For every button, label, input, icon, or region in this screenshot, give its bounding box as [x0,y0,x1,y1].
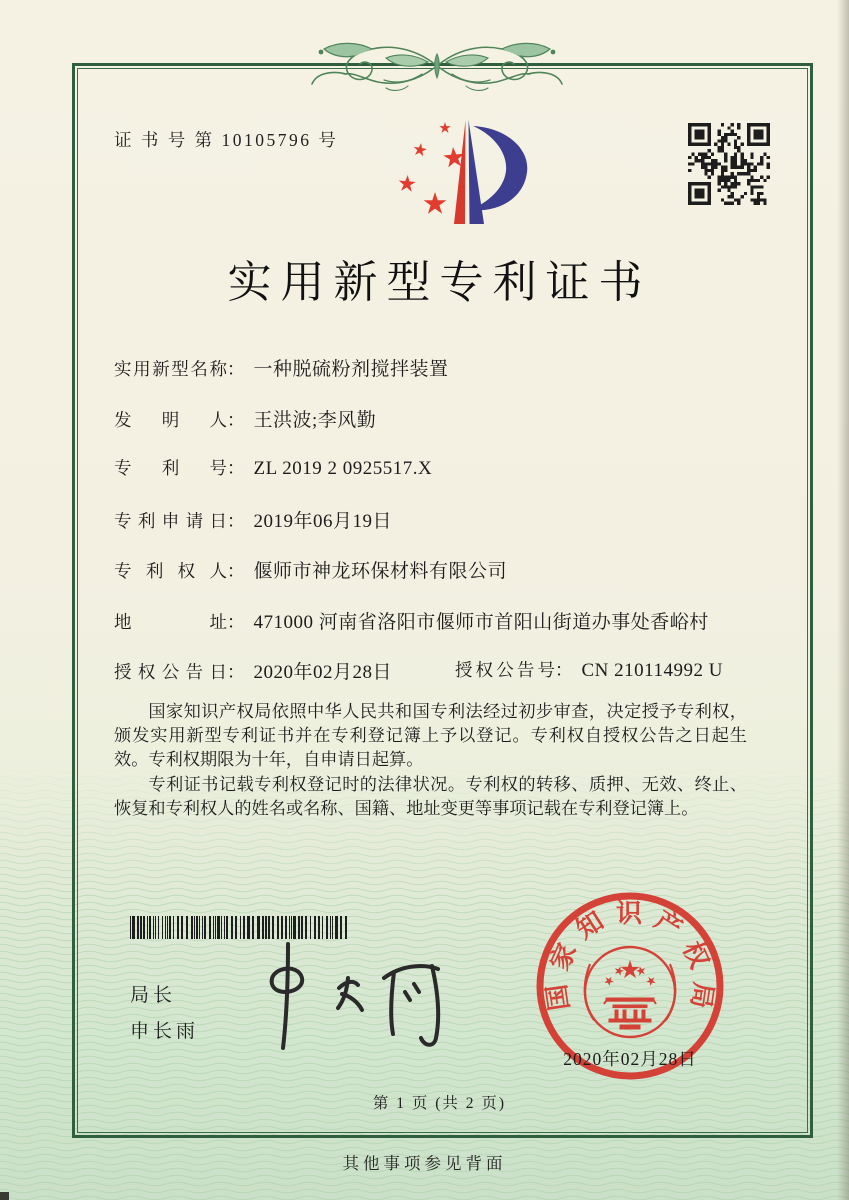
cnipa-logo-icon [372,114,547,232]
field-label: 专利号 [114,458,227,478]
scan-edge-shadow [837,0,849,1200]
field-value: 471000 河南省洛阳市偃师市首阳山街道办事处香峪村 [253,611,709,633]
field-value: 偃师市神龙环保材料有限公司 [253,561,508,582]
legal-paragraph-1: 国家知识产权局依照中华人民共和国专利法经过初步审查，决定授予专利权，颁发实用新型专利证书并在专利登记簿上予以登记。专利权自授权公告之日起生效。专利权期限为十年，自申请日起算。 [114,702,747,770]
field-filing-date: 专利申请日： 2019年06月19日 [114,506,762,557]
field-patentee: 专利权人： 偃师市神龙环保材料有限公司 [114,556,762,607]
field-address: 地址： 471000 河南省洛阳市偃师市首阳山街道办事处香峪村 [114,607,762,658]
field-value: 2020年02月28日 [253,662,393,683]
signer-name: 申长雨 [130,1021,200,1042]
field-label: 实用新型名称 [114,359,227,379]
scan-corner-artifact [0,1192,9,1200]
national-emblem-icon [585,947,675,1037]
field-value: CN 210114992 U [581,660,723,681]
field-utility-model-name: 实用新型名称： 一种脱硫粉剂搅拌装置 [114,354,762,405]
certificate-fields [114,354,762,708]
legal-paragraph-2: 专利证书记载专利权登记时的法律状况。专利权的转移、质押、无效、终止、恢复和专利权人的姓名或名称、国籍、地址变更等事项记载在专利登记簿上。 [114,774,747,818]
shen-changyu-signature [242,936,477,1061]
field-label: 专利权人 [114,561,227,581]
field-patent-number: 专利号： ZL 2019 2 0925517.X [114,455,762,506]
seal-date: 2020年02月28日 [563,1049,697,1069]
page-number: 第 1 页 (共 2 页) [372,1095,507,1112]
field-label: 授权公告日 [114,662,227,682]
field-label: 地址 [114,611,227,632]
legal-text-block [114,700,747,821]
field-label: 专利申请日 [114,510,227,531]
field-value: 一种脱硫粉剂搅拌装置 [253,359,449,380]
qr-code [688,123,770,205]
signer-title: 局长 [130,985,177,1006]
field-label: 授权公告号 [455,660,555,680]
field-label: 发明人 [114,409,227,430]
field-grant-publication-number: 授权公告号： CN 210114992 U [455,657,723,682]
border-flourish-ornament-icon [306,36,568,96]
field-value: ZL 2019 2 0925517.X [253,458,433,479]
certificate-title: 实用新型专利证书 [227,258,652,307]
certificate-number: 证 书 号 第 10105796 号 [114,130,339,150]
field-inventor: 发明人： 王洪波;李风勤 [114,405,762,456]
back-note: 其他事项参见背面 [342,1154,507,1173]
seal-ring-text: 国 家 知 识 产 权 局 [541,898,719,1013]
field-value: 2019年06月19日 [253,510,393,532]
field-value: 王洪波;李风勤 [253,409,377,431]
field-grant-date: 授权公告日： 2020年02月28日 授权公告号： CN 210114992 U [114,657,762,708]
